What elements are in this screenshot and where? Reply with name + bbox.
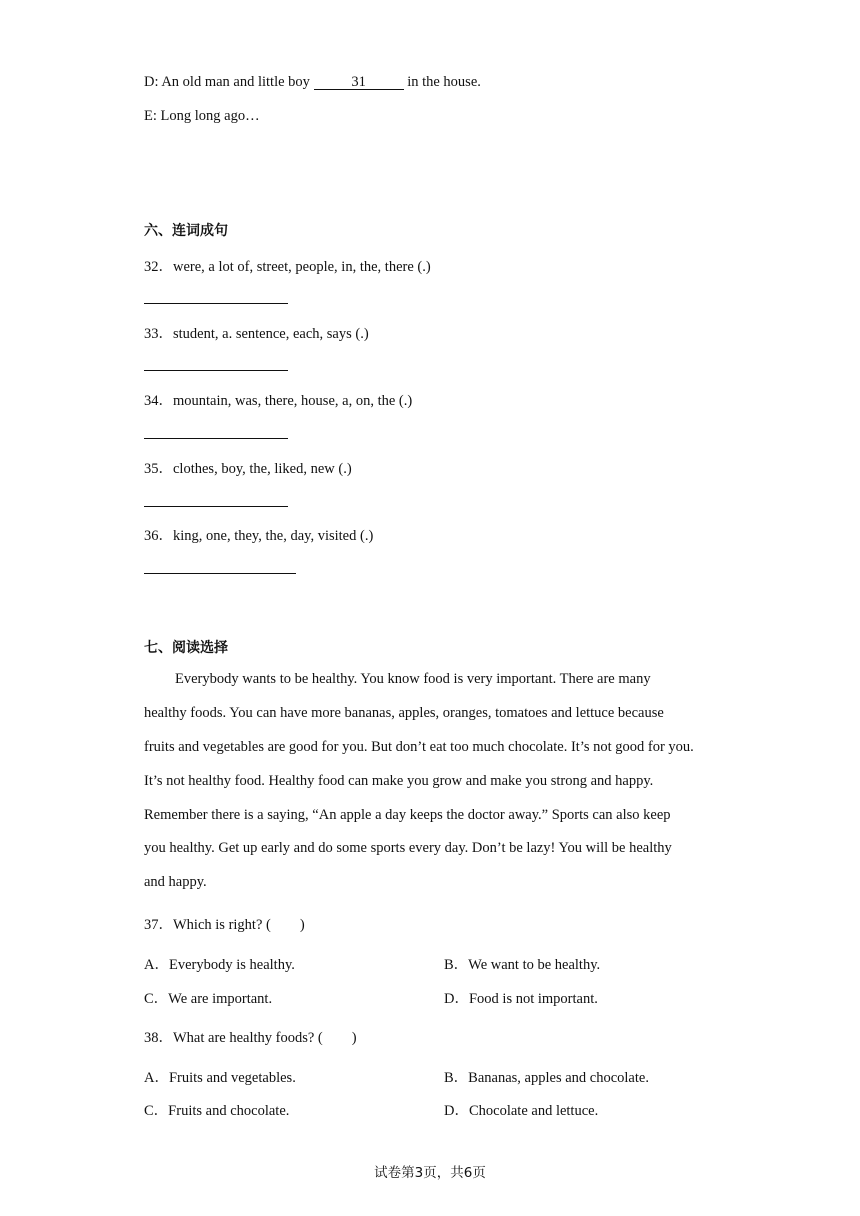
answer-line-34[interactable] xyxy=(144,438,288,439)
dialogue-line-e: E: Long long ago… xyxy=(144,108,260,124)
question-34: 34．mountain, was, there, house, a, on, the (.) xyxy=(144,393,413,409)
answer-line-32[interactable] xyxy=(144,303,288,304)
question-36: 36．king, one, they, the, day, visited (.) xyxy=(144,528,374,544)
question-38-stem: 38．What are healthy foods? ( ) xyxy=(144,1030,357,1046)
dialogue-d-text-before: D: An old man and little boy xyxy=(144,74,314,90)
question-33: 33．student, a. sentence, each, says (.) xyxy=(144,326,369,342)
page-footer: 试卷第3页，共6页 xyxy=(374,1165,486,1181)
q37-option-c[interactable]: C．We are important. xyxy=(144,991,273,1007)
dialogue-line-d xyxy=(144,74,481,91)
passage-line-4: It’s not healthy food. Healthy food can make you grow and make you strong and happy. xyxy=(144,773,654,789)
question-32: 32．were, a lot of, street, people, in, the, there (.) xyxy=(144,259,431,275)
q38-option-d[interactable]: D．Chocolate and lettuce. xyxy=(444,1103,599,1119)
question-37-stem: 37．Which is right? ( ) xyxy=(144,917,305,933)
q38-option-a[interactable]: A．Fruits and vegetables. xyxy=(144,1070,296,1086)
passage-line-1: Everybody wants to be healthy. You know food is very important. There are many xyxy=(175,671,651,687)
q37-option-d[interactable]: D．Food is not important. xyxy=(444,991,598,1007)
passage-line-3: fruits and vegetables are good for you. But don’t eat too much chocolate. It’s not good for you. xyxy=(144,739,694,755)
question-35: 35．clothes, boy, the, liked, new (.) xyxy=(144,461,352,477)
q38-option-c[interactable]: C．Fruits and chocolate. xyxy=(144,1103,290,1119)
blank-31[interactable]: 31 xyxy=(314,75,404,90)
answer-line-36[interactable] xyxy=(144,573,296,574)
answer-line-33[interactable] xyxy=(144,370,288,371)
section-6-title: 六、连词成句 xyxy=(144,223,228,239)
passage-line-2: healthy foods. You can have more bananas, apples, oranges, tomatoes and lettuce because xyxy=(144,705,664,721)
passage-line-6: you healthy. Get up early and do some sports every day. Don’t be lazy! You will be healthy xyxy=(144,840,672,856)
q38-option-b[interactable]: B．Bananas, apples and chocolate. xyxy=(444,1070,649,1086)
q37-option-a[interactable]: A．Everybody is healthy. xyxy=(144,957,295,973)
section-7-title: 七、阅读选择 xyxy=(144,640,228,656)
dialogue-d-text-after: in the house. xyxy=(403,74,481,90)
passage-line-7: and happy. xyxy=(144,874,207,890)
answer-line-35[interactable] xyxy=(144,506,288,507)
passage-line-5: Remember there is a saying, “An apple a day keeps the doctor away.” Sports can also keep xyxy=(144,807,671,823)
q37-option-b[interactable]: B．We want to be healthy. xyxy=(444,957,601,973)
